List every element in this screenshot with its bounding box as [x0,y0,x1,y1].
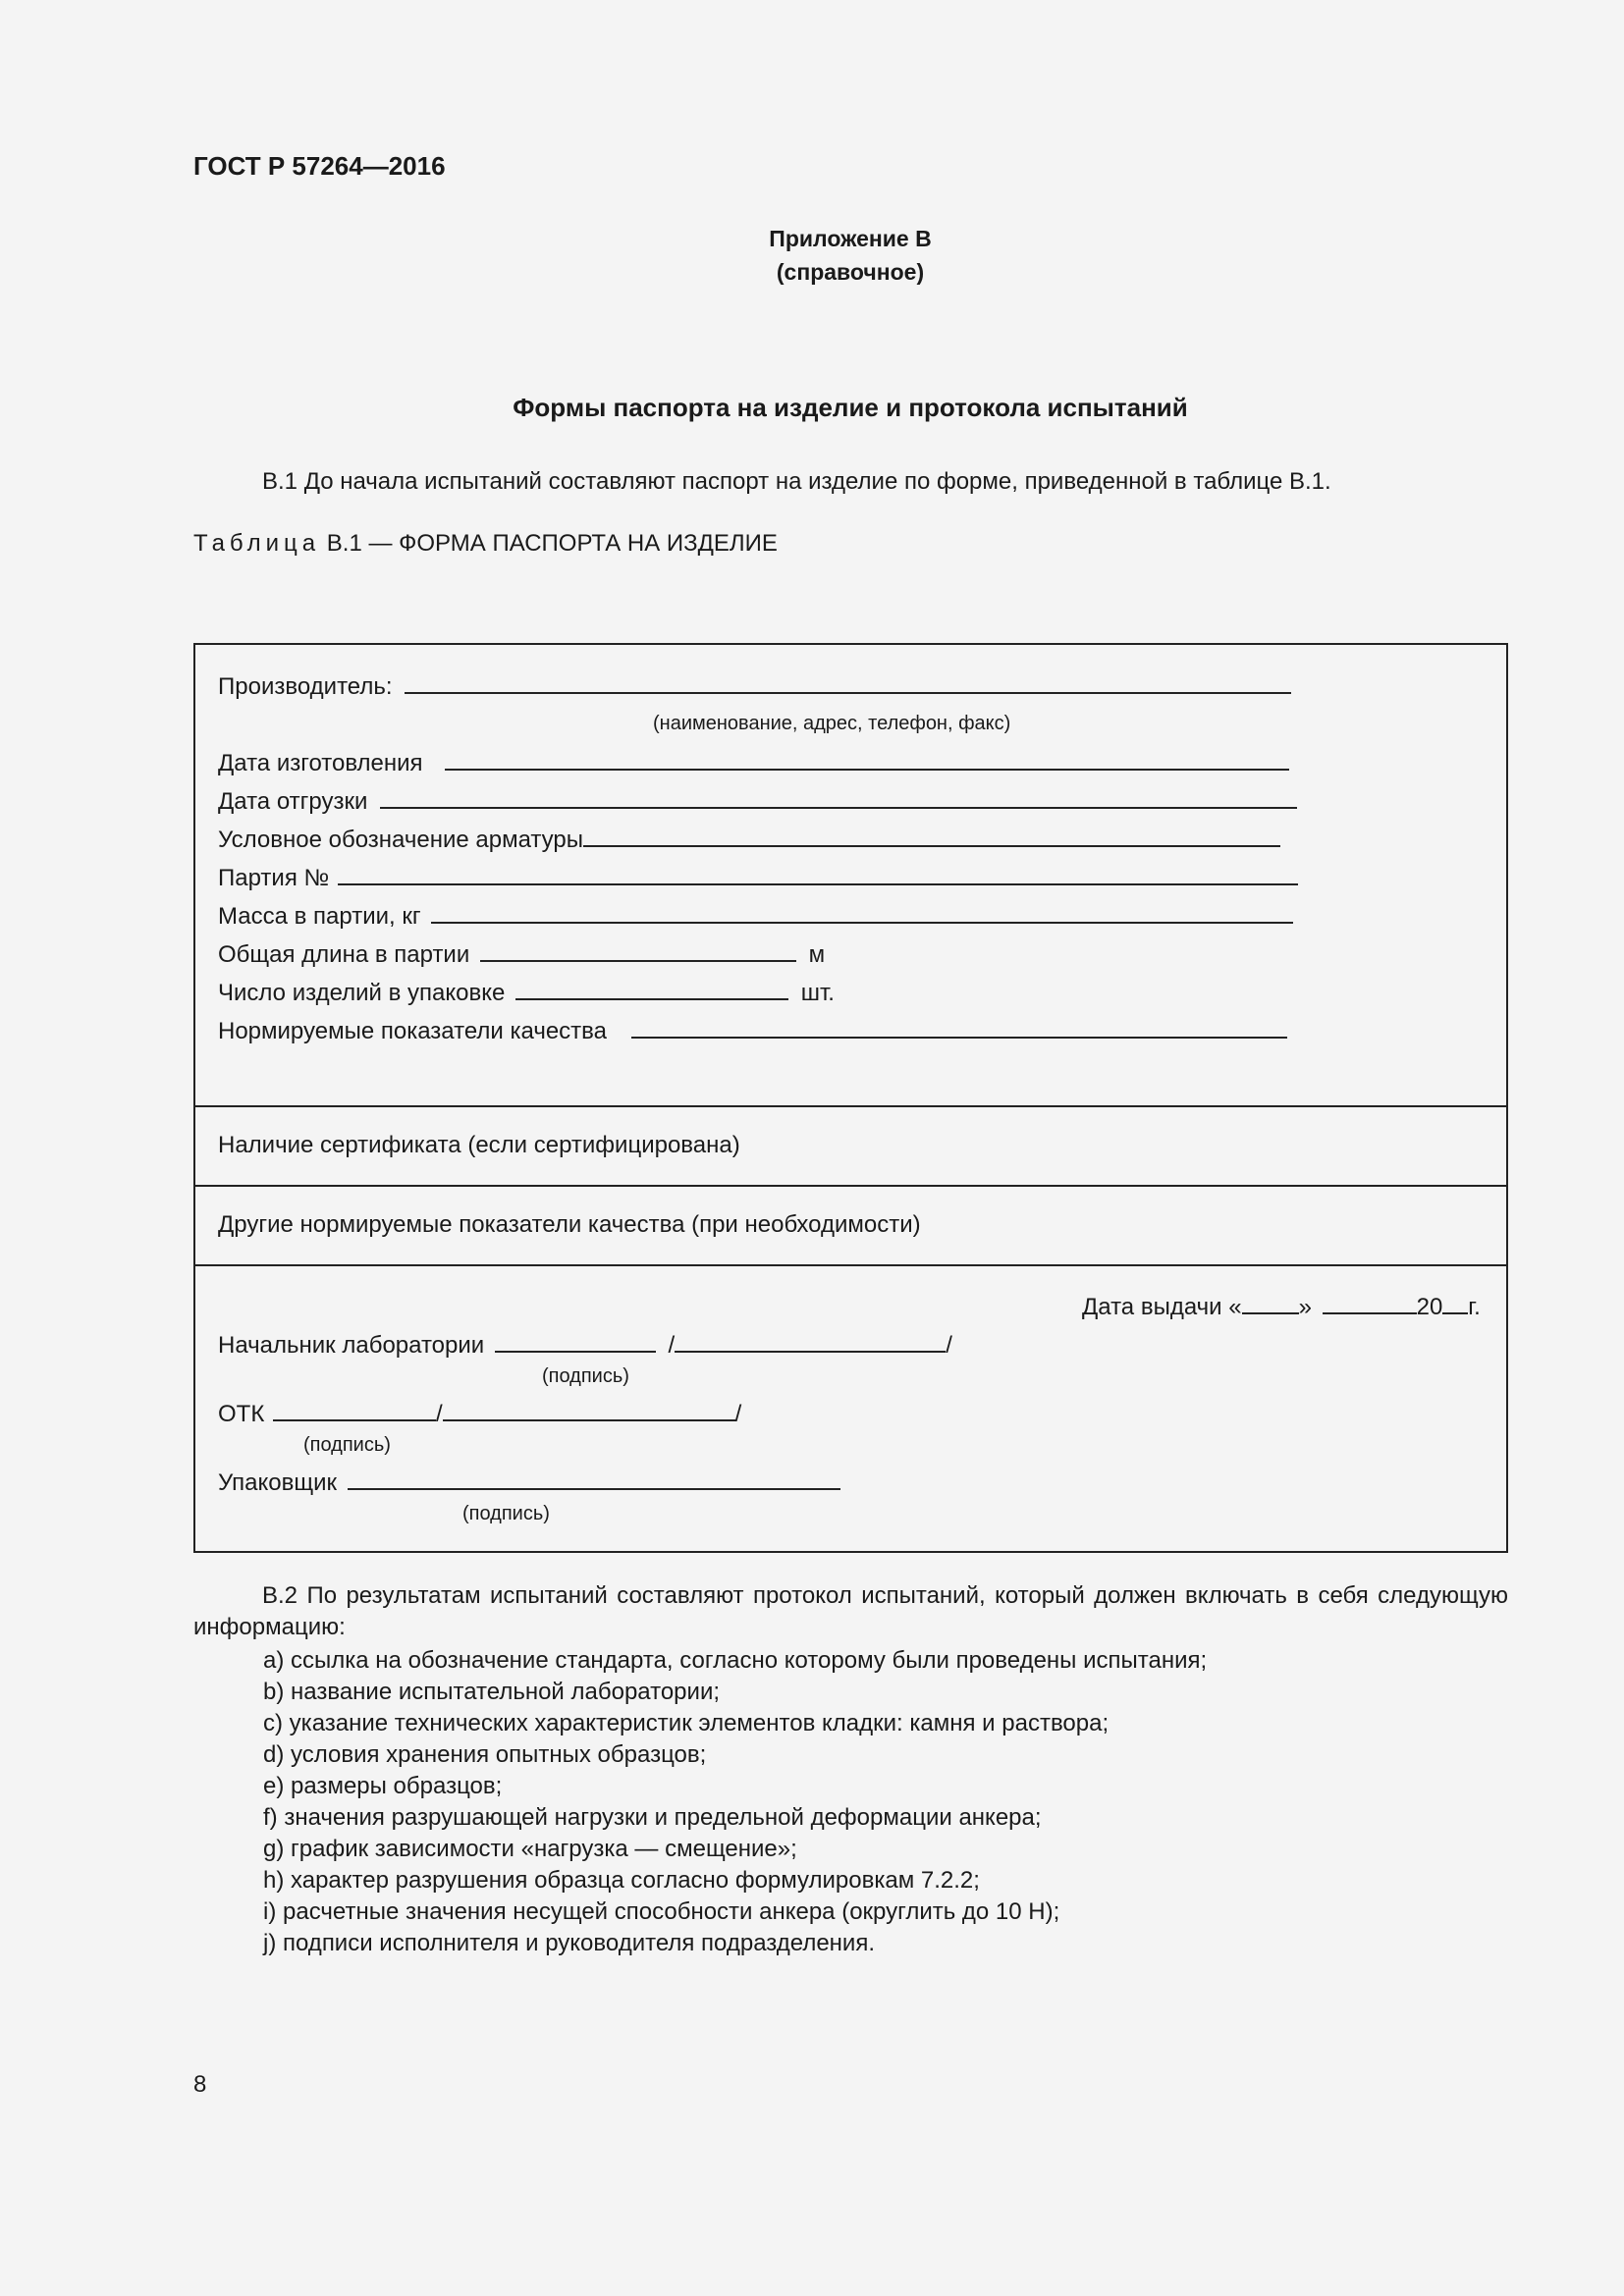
other-quality-text: Другие нормируемые показатели качества (при необходимости) [218,1211,921,1238]
date-shipped-label: Дата отгрузки [218,788,368,815]
issue-month-line[interactable] [1323,1291,1417,1314]
length-unit: м [808,941,826,968]
mass-label: Масса в партии, кг [218,903,421,930]
list-item: a) ссылка на обозначение стандарта, согласно которому были проведены испытания; [263,1647,1208,1674]
manufacturer-row [218,670,1291,701]
otk-label: ОТК [218,1401,265,1427]
lab-head-name-line[interactable] [675,1329,946,1353]
manufacturer-note: (наименование, адрес, телефон, факс) [653,713,1011,734]
table-caption-text: В.1 — ФОРМА ПАСПОРТА НА ИЗДЕЛИЕ [326,530,778,557]
page-number: 8 [193,2071,207,2098]
packer-signature-line[interactable] [348,1467,840,1490]
list-item: e) размеры образцов; [263,1773,503,1799]
list-item: i) расчетные значения несущей способности анкера (округлить до 10 Н); [263,1898,1060,1925]
packer-row [218,1467,840,1497]
document-code: ГОСТ Р 57264—2016 [193,151,446,181]
slash: / [946,1332,952,1359]
designation-line[interactable] [583,824,1280,847]
table-caption [193,530,778,558]
slash: / [734,1401,742,1427]
count-row [218,977,835,1007]
date-made-label: Дата изготовления [218,750,423,776]
issue-date-label: Дата выдачи « [1082,1294,1242,1320]
manufacturer-line[interactable] [405,670,1291,694]
quality-line[interactable] [631,1015,1287,1039]
form-divider [195,1105,1506,1107]
issue-year-suffix: г. [1468,1294,1481,1320]
count-label: Число изделий в упаковке [218,980,506,1006]
signature-note: (подпись) [303,1434,391,1456]
slash: / [435,1401,443,1427]
certificate-text: Наличие сертификата (если сертифицирована) [218,1132,740,1158]
table-caption-label: Таблица [193,530,321,557]
passport-form [193,643,1508,1553]
form-divider [195,1264,1506,1266]
signature-note: (подпись) [542,1365,629,1387]
form-divider [195,1185,1506,1187]
mass-line[interactable] [431,900,1293,924]
issue-year-line[interactable] [1442,1291,1468,1314]
issue-date-row [1082,1291,1481,1321]
list-item: h) характер разрушения образца согласно формулировкам 7.2.2; [263,1867,980,1894]
manufacturer-label: Производитель: [218,673,393,700]
otk-name-line[interactable] [443,1398,735,1421]
section-title: Формы паспорта на изделие и протокола испытаний [513,393,1188,422]
date-made-line[interactable] [445,747,1289,771]
otk-signature-line[interactable] [273,1398,436,1421]
list-item: j) подписи исполнителя и руководителя подразделения. [263,1930,875,1956]
quality-row [218,1015,1287,1045]
list-item: b) название испытательной лаборатории; [263,1679,721,1705]
lab-head-row [218,1329,952,1360]
appendix-subtitle: (справочное) [776,259,925,285]
date-made-row [218,747,1289,777]
count-line[interactable] [515,977,788,1000]
slash: / [668,1332,676,1359]
quality-label: Нормируемые показатели качества [218,1018,607,1044]
otk-row [218,1398,741,1428]
total-length-label: Общая длина в партии [218,941,470,968]
date-shipped-line[interactable] [380,785,1297,809]
count-unit: шт. [800,980,835,1006]
paragraph-b1: В.1 До начала испытаний составляют паспорт на изделие по форме, приведенной в таблице В.1. [262,468,1331,495]
date-shipped-row [218,785,1297,816]
list-item: f) значения разрушающей нагрузки и предельной деформации анкера; [263,1804,1042,1831]
issue-year-prefix: 20 [1416,1294,1443,1320]
list-item: c) указание технических характеристик элементов кладки: камня и раствора; [263,1710,1110,1736]
signature-note: (подпись) [462,1503,550,1524]
packer-label: Упаковщик [218,1469,338,1496]
protocol-info-list [263,1645,1207,1959]
total-length-row [218,938,825,969]
list-item: g) график зависимости «нагрузка — смещение»; [263,1836,797,1862]
lab-head-signature-line[interactable] [495,1329,656,1353]
paragraph-b2: В.2 По результатам испытаний составляют протокол испытаний, который должен включать в себя следующую информацию: [193,1582,1508,1640]
list-item: d) условия хранения опытных образцов; [263,1741,707,1768]
mass-row [218,900,1293,931]
designation-row [218,824,1280,854]
issue-date-close: » [1298,1294,1312,1320]
appendix-title: Приложение В [769,226,932,251]
batch-line[interactable] [338,862,1298,885]
batch-row [218,862,1298,892]
total-length-line[interactable] [480,938,796,962]
issue-day-line[interactable] [1242,1291,1299,1314]
lab-head-label: Начальник лаборатории [218,1332,485,1359]
batch-label: Партия № [218,865,330,891]
designation-label: Условное обозначение арматуры [218,827,584,853]
